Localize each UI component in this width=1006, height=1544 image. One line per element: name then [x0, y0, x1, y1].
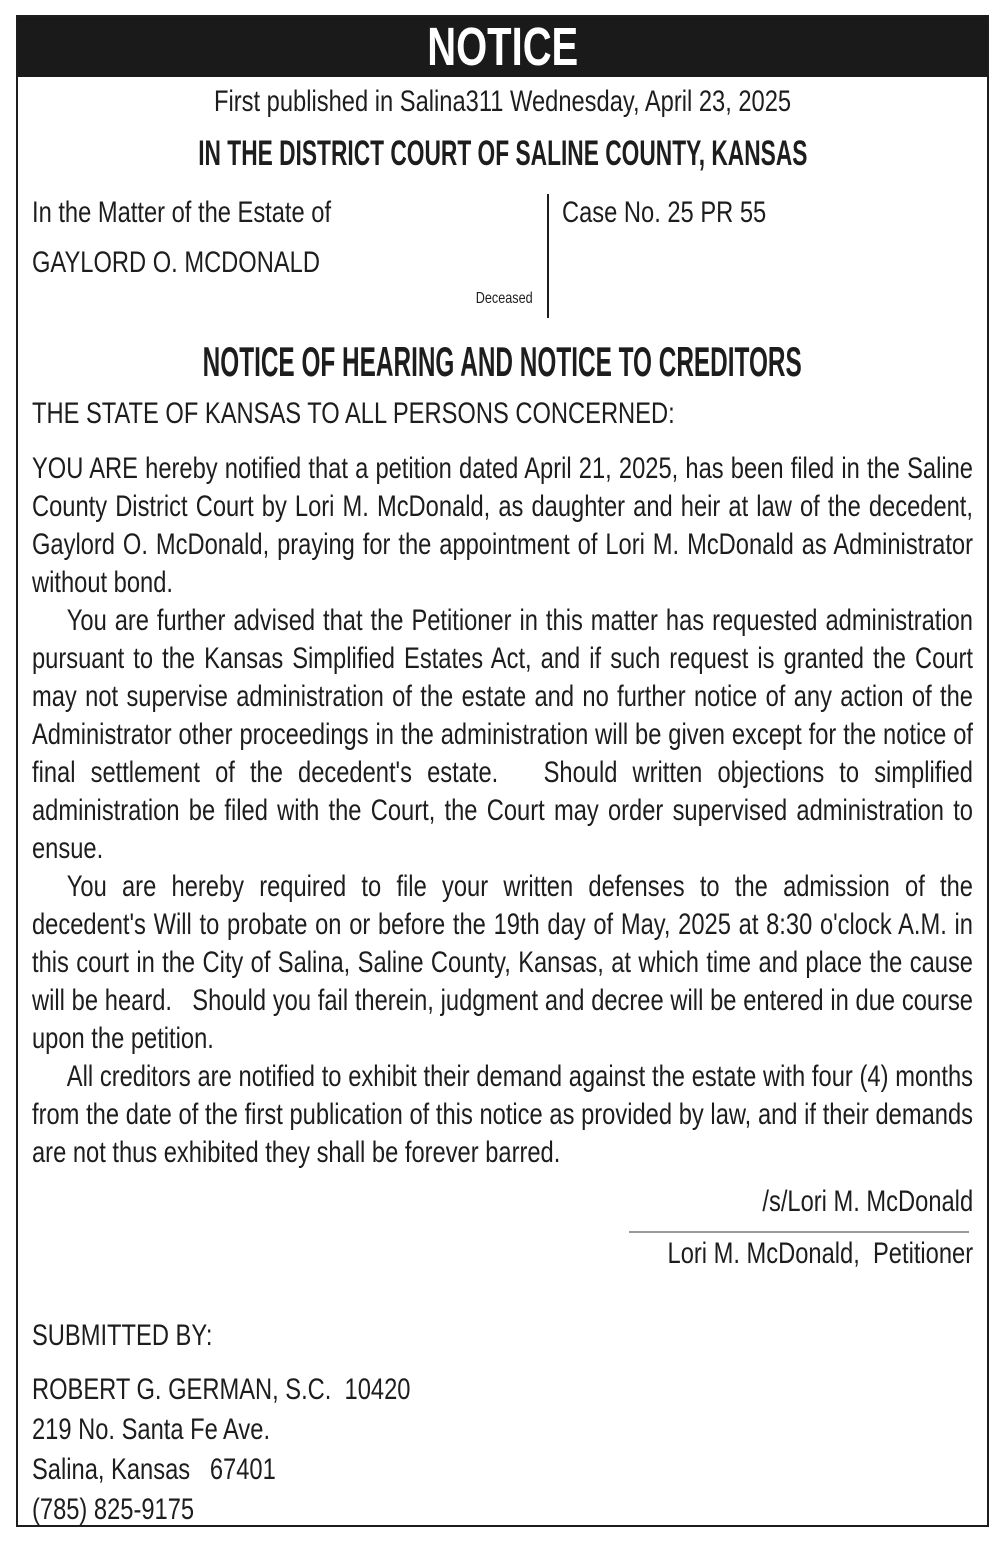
case-number: Case No. 25 PR 55	[562, 196, 767, 229]
signature-line	[629, 1231, 969, 1233]
submitted-by-label: SUBMITTED BY:	[32, 1319, 213, 1352]
petitioner-name-line: Lori M. McDonald, Petitioner	[667, 1237, 973, 1270]
hearing-and-creditors-heading: NOTICE OF HEARING AND NOTICE TO CREDITORS	[202, 338, 803, 385]
caption-matter-line: In the Matter of the Estate of	[32, 196, 332, 229]
notice-banner-title: NOTICE	[427, 17, 578, 77]
decedent-name: GAYLORD O. MCDONALD	[32, 246, 320, 279]
legal-notice-document	[16, 15, 989, 1527]
attorney-city-line: Salina, Kansas 67401	[32, 1453, 276, 1486]
signature-text: /s/Lori M. McDonald	[762, 1185, 973, 1218]
court-title: IN THE DISTRICT COURT OF SALINE COUNTY, KANSAS	[197, 134, 808, 173]
paragraph-creditors-barred: All creditors are notified to exhibit their demand against the estate with four (4) months from the date of the first publication of this notice as provided by law, and if their demands are not thus exhibited they shall be forever barred.	[32, 1060, 973, 1169]
attorney-block	[32, 1370, 973, 1530]
salutation-line: THE STATE OF KANSAS TO ALL PERSONS CONCERNED:	[32, 397, 675, 430]
attorney-phone-line: (785) 825-9175	[32, 1493, 195, 1526]
first-published-line: First published in Salina311 Wednesday, April 23, 2025	[213, 85, 792, 118]
case-caption-left-cell	[32, 194, 549, 318]
notice-banner	[18, 17, 987, 77]
case-caption	[32, 194, 973, 318]
case-caption-right-cell	[549, 194, 973, 318]
attorney-street-line: 219 No. Santa Fe Ave.	[32, 1413, 271, 1446]
paragraph-petition-filed: YOU ARE hereby notified that a petition dated April 21, 2025, has been filed in the Saline County District Court by Lori M. McDonald, as daughter and heir at law of the decedent, Gaylord O. McDonald, praying for the appointment of Lori M. McDonald as Administrator without bond.	[32, 452, 973, 599]
attorney-name-line: ROBERT G. GERMAN, S.C. 10420	[32, 1373, 411, 1406]
notice-body	[18, 81, 987, 1530]
paragraph-simplified-administration: You are further advised that the Petitioner in this matter has requested administration pursuant to the Kansas Simplified Estates Act, and if such request is granted the Court may not supervise administration of the estate and no further notice of any action of the Administrator other proceedings in the administration will be given except for the notice of final settlement of the decedent's estate. Should written objections to simplified administration be filed with the Court, the Court may order supervised administration to ensue.	[32, 604, 973, 865]
paragraph-written-defenses: You are hereby required to file your written defenses to the admission of the decedent's Will to probate on or before the 19th day of May, 2025 at 8:30 o'clock A.M. in this court in the City of Salina, Saline County, Kansas, at which time and place the cause will be heard. Should you fail therein, judgment and decree will be entered in due course upon the petition.	[32, 870, 973, 1055]
deceased-label: Deceased	[475, 290, 533, 307]
